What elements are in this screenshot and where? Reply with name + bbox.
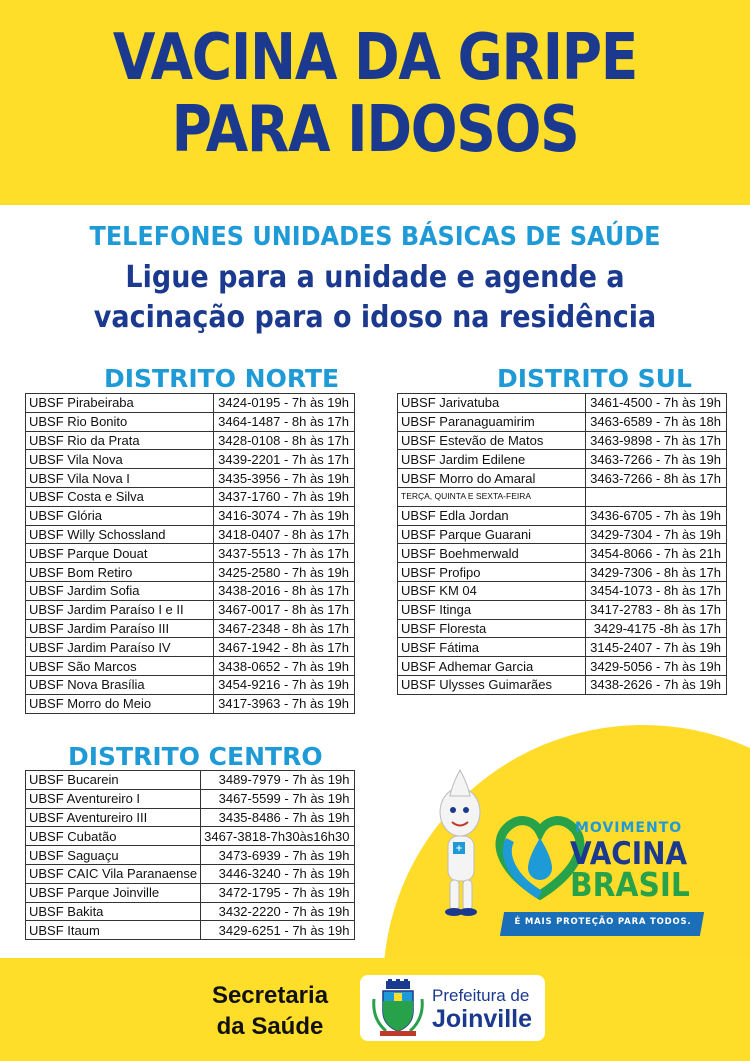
unit-phone-hours: 3417-3963 - 7h às 19h: [214, 694, 355, 713]
unit-phone-hours: 3463-7266 - 7h às 19h: [586, 450, 727, 469]
unit-phone-hours: 3438-0652 - 7h às 19h: [214, 657, 355, 676]
secretaria-line-1: Secretaria: [211, 982, 329, 1009]
title-line-2: PARA IDOSOS: [171, 93, 579, 167]
unit-name: UBSF Jardim Paraíso I e II: [26, 600, 214, 619]
table-row: [398, 581, 727, 600]
table-row: [26, 394, 355, 413]
subtitle: TELEFONES UNIDADES BÁSICAS DE SAÚDE: [89, 222, 661, 252]
unit-name: UBSF Glória: [26, 506, 214, 525]
svg-text:+: +: [455, 844, 463, 854]
unit-phone-hours: 3429-5056 - 7h às 19h: [586, 657, 727, 676]
unit-phone-hours: 3438-2016 - 8h às 17h: [214, 581, 355, 600]
prefeitura-line-1: Prefeitura de: [432, 986, 530, 1005]
table-row: [26, 581, 355, 600]
table-row: [26, 412, 355, 431]
unit-name: UBSF Bom Retiro: [26, 563, 214, 582]
table-row: [26, 789, 355, 808]
table-row: [398, 431, 727, 450]
unit-phone-hours: 3429-7304 - 7h às 19h: [586, 525, 727, 544]
unit-phone-hours: 3437-5513 - 7h às 17h: [214, 544, 355, 563]
unit-name: UBSF Ulysses Guimarães: [398, 675, 586, 694]
unit-phone-hours: 3463-7266 - 8h às 17h: [586, 469, 727, 488]
table-row: [26, 808, 355, 827]
tagline-text: É MAIS PROTEÇÃO PARA TODOS.: [514, 917, 692, 927]
unit-name: UBSF Morro do Meio: [26, 694, 214, 713]
unit-phone-hours: 3472-1795 - 7h às 19h: [201, 883, 355, 902]
unit-phone-hours: 3435-3956 - 7h às 19h: [214, 469, 355, 488]
table-row: [26, 846, 355, 865]
table-row: [26, 675, 355, 694]
table-row: [26, 563, 355, 582]
distrito-sul-table: [397, 393, 727, 695]
vacina-text: VACINA: [570, 836, 688, 872]
unit-name: UBSF Willy Schossland: [26, 525, 214, 544]
unit-phone-hours: 3429-6251 - 7h às 19h: [201, 921, 355, 940]
unit-phone-hours: 3463-9898 - 7h às 17h: [586, 431, 727, 450]
table-row: [26, 525, 355, 544]
distrito-centro-title: DISTRITO CENTRO: [68, 742, 323, 771]
table-row: [26, 600, 355, 619]
unit-phone-hours: [586, 487, 727, 506]
unit-phone-hours: 3425-2580 - 7h às 19h: [214, 563, 355, 582]
table-row: [398, 487, 727, 506]
table-row: [26, 431, 355, 450]
distrito-norte-table: [25, 393, 355, 714]
table-row: [398, 506, 727, 525]
title-line-1: VACINA DA GRIPE: [112, 21, 638, 95]
unit-phone-hours: 3446-3240 - 7h às 19h: [201, 864, 355, 883]
unit-name: UBSF Paranaguamirim: [398, 412, 586, 431]
unit-name: UBSF Parque Joinville: [26, 883, 201, 902]
table-row: [398, 600, 727, 619]
unit-name: UBSF CAIC Vila Paranaense: [26, 864, 201, 883]
table-row: [26, 450, 355, 469]
unit-name: UBSF Profipo: [398, 563, 586, 582]
table-row: [398, 619, 727, 638]
unit-phone-hours: 3428-0108 - 8h às 17h: [214, 431, 355, 450]
coat-of-arms-icon: [368, 979, 428, 1037]
table-row: [398, 525, 727, 544]
unit-phone-hours: 3467-0017 - 8h às 17h: [214, 600, 355, 619]
table-row: [398, 544, 727, 563]
unit-phone-hours: 3439-2201 - 7h às 17h: [214, 450, 355, 469]
unit-name: UBSF Estevão de Matos: [398, 431, 586, 450]
unit-name: UBSF Parque Guarani: [398, 525, 586, 544]
table-row: [26, 694, 355, 713]
distrito-sul-title: DISTRITO SUL: [497, 364, 692, 393]
unit-name: UBSF Rio Bonito: [26, 412, 214, 431]
table-row: [26, 657, 355, 676]
table-row: [26, 921, 355, 940]
brasil-text: BRASIL: [570, 865, 690, 904]
unit-name: TERÇA, QUINTA E SEXTA-FEIRA: [398, 487, 586, 506]
table-row: [398, 412, 727, 431]
unit-name: UBSF Rio da Prata: [26, 431, 214, 450]
table-row: [398, 638, 727, 657]
unit-name: UBSF Edla Jordan: [398, 506, 586, 525]
unit-phone-hours: 3145-2407 - 7h às 19h: [586, 638, 727, 657]
unit-name: UBSF Jardim Edilene: [398, 450, 586, 469]
unit-name: UBSF São Marcos: [26, 657, 214, 676]
unit-phone-hours: 3429-4175 -8h às 17h: [586, 619, 727, 638]
distrito-norte-title: DISTRITO NORTE: [104, 364, 340, 393]
unit-name: UBSF Costa e Silva: [26, 487, 214, 506]
unit-name: UBSF Boehmerwald: [398, 544, 586, 563]
unit-name: UBSF Jardim Paraíso IV: [26, 638, 214, 657]
unit-name: UBSF Aventureiro I: [26, 789, 201, 808]
call-line-2: vacinação para o idoso na residência: [93, 300, 657, 335]
table-row: [398, 469, 727, 488]
table-row: [398, 394, 727, 413]
unit-phone-hours: 3429-7306 - 8h às 17h: [586, 563, 727, 582]
secretaria-line-2: da Saúde: [216, 1013, 324, 1040]
unit-name: UBSF KM 04: [398, 581, 586, 600]
unit-phone-hours: 3467-1942 - 8h às 17h: [214, 638, 355, 657]
unit-phone-hours: 3416-3074 - 7h às 19h: [214, 506, 355, 525]
unit-phone-hours: 3435-8486 - 7h às 19h: [201, 808, 355, 827]
table-row: [26, 487, 355, 506]
unit-name: UBSF Bakita: [26, 902, 201, 921]
unit-name: UBSF Pirabeiraba: [26, 394, 214, 413]
unit-name: UBSF Itinga: [398, 600, 586, 619]
table-row: [26, 864, 355, 883]
table-row: [398, 657, 727, 676]
unit-name: UBSF Parque Douat: [26, 544, 214, 563]
table-row: [398, 675, 727, 694]
unit-phone-hours: 3418-0407 - 8h às 17h: [214, 525, 355, 544]
table-row: [398, 563, 727, 582]
unit-phone-hours: 3424-0195 - 7h às 19h: [214, 394, 355, 413]
unit-phone-hours: 3438-2626 - 7h às 19h: [586, 675, 727, 694]
table-row: [26, 506, 355, 525]
unit-name: UBSF Vila Nova I: [26, 469, 214, 488]
unit-phone-hours: 3454-9216 - 7h às 19h: [214, 675, 355, 694]
table-row: [26, 638, 355, 657]
table-row: [26, 544, 355, 563]
unit-name: UBSF Nova Brasília: [26, 675, 214, 694]
unit-name: UBSF Itaum: [26, 921, 201, 940]
unit-phone-hours: 3467-2348 - 8h às 17h: [214, 619, 355, 638]
unit-phone-hours: 3432-2220 - 7h às 19h: [201, 902, 355, 921]
table-row: [398, 450, 727, 469]
unit-name: UBSF Floresta: [398, 619, 586, 638]
unit-phone-hours: 3437-1760 - 7h às 19h: [214, 487, 355, 506]
unit-phone-hours: 3463-6589 - 7h às 18h: [586, 412, 727, 431]
secretaria-da-saude: [200, 980, 340, 1042]
unit-phone-hours: 3489-7979 - 7h às 19h: [201, 771, 355, 790]
table-row: [26, 883, 355, 902]
unit-phone-hours: 3461-4500 - 7h às 19h: [586, 394, 727, 413]
unit-phone-hours: 3473-6939 - 7h às 19h: [201, 846, 355, 865]
table-row: [26, 619, 355, 638]
unit-name: UBSF Aventureiro III: [26, 808, 201, 827]
table-row: [26, 827, 355, 846]
distrito-centro-table: [25, 770, 355, 940]
prefeitura-line-2: Joinville: [432, 1005, 533, 1033]
unit-name: UBSF Vila Nova: [26, 450, 214, 469]
table-row: [26, 771, 355, 790]
unit-phone-hours: 3467-5599 - 7h às 19h: [201, 789, 355, 808]
table-row: [26, 902, 355, 921]
unit-name: UBSF Adhemar Garcia: [398, 657, 586, 676]
movimento-vacina-brasil-logo: [430, 760, 730, 950]
unit-phone-hours: 3417-2783 - 8h às 17h: [586, 600, 727, 619]
main-title: [53, 22, 698, 166]
unit-name: UBSF Saguaçu: [26, 846, 201, 865]
unit-name: UBSF Morro do Amaral: [398, 469, 586, 488]
unit-name: UBSF Jarivatuba: [398, 394, 586, 413]
unit-phone-hours: 3454-1073 - 8h às 17h: [586, 581, 727, 600]
call-line-1: Ligue para a unidade e agende a: [125, 260, 625, 295]
unit-name: UBSF Bucarein: [26, 771, 201, 790]
unit-name: UBSF Cubatão: [26, 827, 201, 846]
unit-name: UBSF Jardim Paraíso III: [26, 619, 214, 638]
movimento-text: MOVIMENTO: [575, 820, 683, 836]
table-row: [26, 469, 355, 488]
unit-phone-hours: 3454-8066 - 7h às 21h: [586, 544, 727, 563]
unit-name: UBSF Jardim Sofia: [26, 581, 214, 600]
unit-phone-hours: 3436-6705 - 7h às 19h: [586, 506, 727, 525]
unit-phone-hours: 3464-1487 - 8h às 17h: [214, 412, 355, 431]
unit-name: UBSF Fátima: [398, 638, 586, 657]
call-to-action: [38, 258, 713, 338]
unit-phone-hours: 3467-3818-7h30às16h30: [201, 827, 355, 846]
